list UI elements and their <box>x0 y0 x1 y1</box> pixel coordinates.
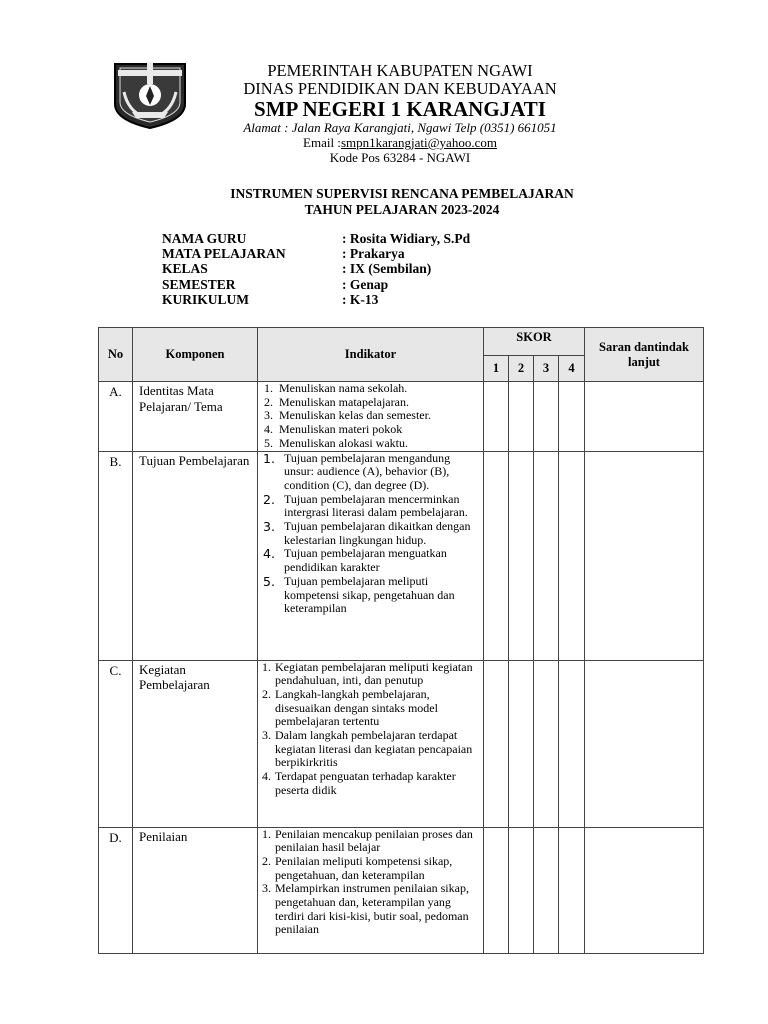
header-score-2: 2 <box>509 356 534 382</box>
score-cell-4[interactable] <box>559 451 585 660</box>
row-number: C. <box>99 660 133 827</box>
table-row <box>99 827 704 953</box>
indicator-item: 4. Tujuan pembelajaran menguatkan pendidikan karakter <box>263 546 447 575</box>
indicator-item: 1. Kegiatan pembelajaran meliputi kegiatan pendahuluan, inti, dan penutup <box>262 659 473 688</box>
info-row-kurikulum <box>162 292 470 307</box>
header-no: No <box>99 328 133 382</box>
row-indikator <box>258 660 484 827</box>
email-link[interactable]: smpn1karangjati@yahoo.com <box>340 135 497 150</box>
score-cell-3[interactable] <box>534 827 559 953</box>
document-title: INSTRUMEN SUPERVISI RENCANA PEMBELAJARAN <box>230 186 574 201</box>
department-header: DINAS PENDIDIKAN DAN KEBUDAYAAN <box>243 79 557 98</box>
header-saran: Saran dantindak lanjut <box>585 328 704 382</box>
score-cell-1[interactable] <box>484 827 509 953</box>
row-komponen: Tujuan Pembelajaran <box>133 451 258 660</box>
header-komponen: Komponen <box>133 328 258 382</box>
score-cell-4[interactable] <box>559 660 585 827</box>
row-indikator <box>258 827 484 953</box>
header-skor: SKOR <box>484 328 585 356</box>
info-value: : Prakarya <box>342 246 405 262</box>
postal-code: Kode Pos 63284 - NGAWI <box>329 150 471 165</box>
row-komponen: Identitas Mata Pelajaran/ Tema <box>133 382 258 452</box>
info-row-nama-guru <box>162 231 470 246</box>
row-indikator <box>258 451 484 660</box>
govt-header: PEMERINTAH KABUPATEN NGAWI <box>267 61 533 80</box>
info-label: NAMA GURU <box>162 231 247 246</box>
score-cell-1[interactable] <box>484 382 509 452</box>
indicator-item: 1. Menuliskan nama sekolah. <box>264 381 408 395</box>
header-indikator: Indikator <box>258 328 484 382</box>
school-crest-logo <box>110 58 190 130</box>
indicator-item: 3. Tujuan pembelajaran dikaitkan dengan kelestarian lingkungan hidup. <box>263 519 471 547</box>
email-label: Email : <box>303 135 341 150</box>
school-name: SMP NEGERI 1 KARANGJATI <box>254 97 546 121</box>
indicator-item: 2. Penilaian meliputi kompetensi sikap, pengetahuan, dan keterampilan <box>262 853 453 882</box>
row-number: A. <box>99 382 133 452</box>
indicator-item: 1. Penilaian mencakup penilaian proses dan penilaian hasil belajar <box>262 826 473 855</box>
score-cell-3[interactable] <box>534 382 559 452</box>
indicator-item: 2. Langkah-langkah pembelajaran, disesuaikan dengan sintaks model pembelajaran tertentu <box>262 686 438 729</box>
score-cell-3[interactable] <box>534 451 559 660</box>
header-score-4: 4 <box>559 356 585 382</box>
saran-cell[interactable] <box>585 660 704 827</box>
row-indikator <box>258 382 484 452</box>
score-cell-1[interactable] <box>484 660 509 827</box>
score-cell-2[interactable] <box>509 660 534 827</box>
info-label: MATA PELAJARAN <box>162 246 286 262</box>
score-cell-3[interactable] <box>534 660 559 827</box>
indicator-item: 5. Tujuan pembelajaran meliputi kompetensi sikap, pengetahuan dan keterampilan <box>263 573 455 616</box>
info-row-mata-pelajaran <box>162 246 470 261</box>
row-komponen: Penilaian <box>133 827 258 953</box>
row-number: D. <box>99 827 133 953</box>
info-value: : IX (Sembilan) <box>342 261 432 277</box>
header-score-3: 3 <box>534 356 559 382</box>
indicator-item: 4. Menuliskan materi pokok <box>264 422 403 437</box>
saran-cell[interactable] <box>585 827 704 953</box>
row-number: B. <box>99 451 133 660</box>
indicator-item: 4. Terdapat penguatan terhadap karakter peserta didik <box>262 769 456 797</box>
table-row <box>99 660 704 827</box>
indicator-item: 3. Melampirkan instrumen penilaian sikap, pengetahuan dan, keterampilan yang terdiri dari kisi-kisi, butir soal, pedoman penilaian <box>262 881 469 937</box>
table-row <box>99 382 704 452</box>
document-subtitle: TAHUN PELAJARAN 2023-2024 <box>304 202 500 217</box>
info-row-semester <box>162 277 470 292</box>
supervision-table <box>98 327 704 954</box>
indicator-item: 3. Menuliskan kelas dan semester. <box>264 408 431 423</box>
indicator-item: 2. Menuliskan matapelajaran. <box>264 394 409 409</box>
indicator-item: 5. Menuliskan alokasi waktu. <box>264 435 408 450</box>
table-row <box>99 451 704 660</box>
header-score-1: 1 <box>484 356 509 382</box>
saran-cell[interactable] <box>585 382 704 452</box>
score-cell-4[interactable] <box>559 827 585 953</box>
school-address: Alamat : Jalan Raya Karangjati, Ngawi Telp (0351) 661051 <box>243 120 557 135</box>
info-label: SEMESTER <box>162 276 236 292</box>
info-value: : Genap <box>342 276 389 292</box>
indicator-item: 1. Tujuan pembelajaran mengandung unsur: audience (A), behavior (B), condition (C), dan degree (D). <box>263 450 451 492</box>
info-label: KURIKULUM <box>162 291 249 307</box>
school-email-line <box>200 135 600 151</box>
teacher-info <box>162 231 470 307</box>
score-cell-4[interactable] <box>559 382 585 452</box>
saran-cell[interactable] <box>585 451 704 660</box>
info-value: : Rosita Widiary, S.Pd <box>342 231 471 246</box>
score-cell-2[interactable] <box>509 382 534 452</box>
info-value: : K-13 <box>342 291 379 307</box>
indicator-item: 2. Tujuan pembelajaran mencerminkan intergrasi literasi dalam pembelajaran. <box>263 491 468 520</box>
indicator-item: 3. Dalam langkah pembelajaran terdapat kegiatan literasi dan kegiatan pencapaian berpikirkritis <box>262 728 473 770</box>
row-komponen: Kegiatan Pembelajaran <box>133 660 258 827</box>
info-row-kelas <box>162 261 470 276</box>
info-label: KELAS <box>162 261 208 277</box>
score-cell-2[interactable] <box>509 827 534 953</box>
score-cell-1[interactable] <box>484 451 509 660</box>
score-cell-2[interactable] <box>509 451 534 660</box>
